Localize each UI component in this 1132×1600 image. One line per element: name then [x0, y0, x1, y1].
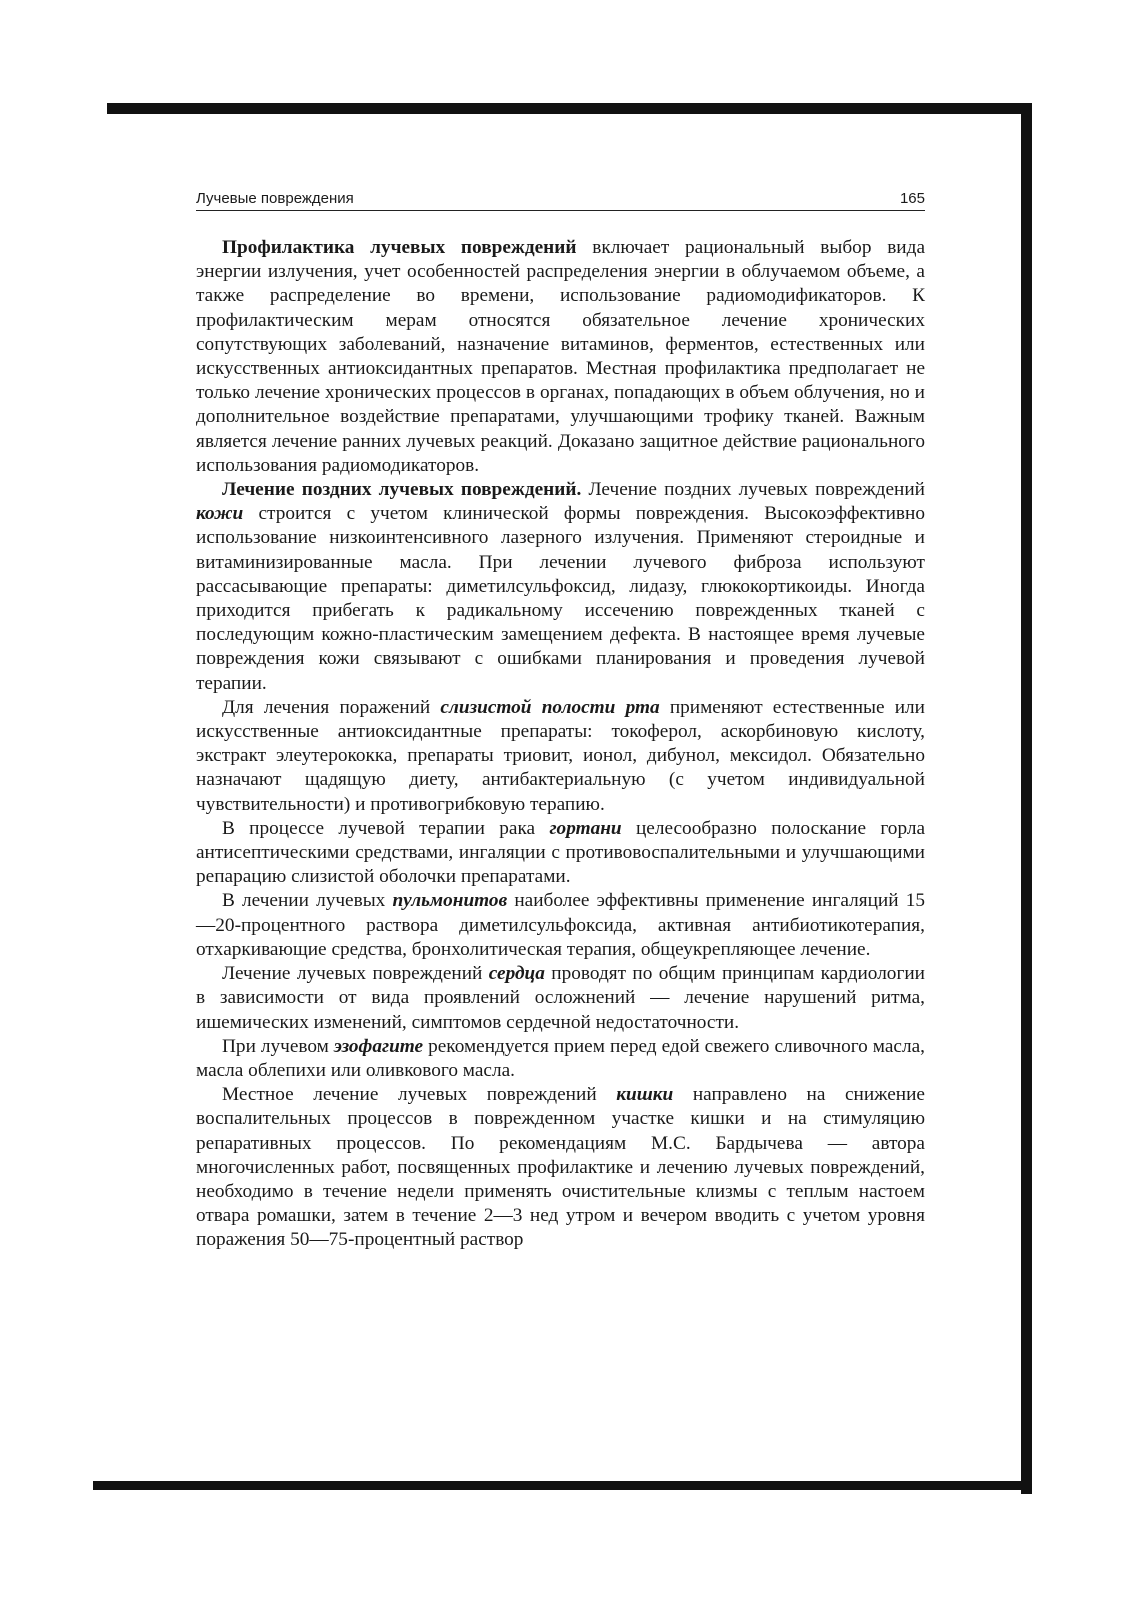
emphasis-term: сердца [488, 963, 545, 985]
emphasis-term: гортани [549, 817, 622, 839]
paragraph-text: Лечение поздних лучевых повреждений [581, 479, 925, 501]
paragraph-text: проводят по общим принципам кардиологии в зависимости от вида проявлений осложнений — лечение нарушений ритма, ишемических изменений, симптомов сердечной недостаточности. [196, 963, 925, 1033]
paragraph-intestine [196, 1083, 925, 1252]
paragraph-text: Местное лечение лучевых повреждений [222, 1084, 617, 1106]
paragraph-text: целесообразно полоскание горла антисептическими средствами, ингаляции с противовоспалительными и улучшающими репарацию слизистой оболочки препаратами. [196, 817, 926, 888]
page-number: 165 [899, 190, 925, 207]
paragraph-text: Лечение лучевых повреждений [222, 963, 489, 985]
paragraph-larynx [196, 817, 925, 890]
paragraph-pulmonitis [196, 889, 925, 962]
paragraph-oral-mucosa [196, 696, 925, 817]
paragraph-esophagitis [196, 1035, 925, 1083]
body-text [196, 236, 925, 1253]
paragraph-text: В лечении лучевых [222, 890, 393, 912]
paragraph-text: рекомендуется прием перед едой свежего сливочного масла, масла облепихи или оливкового масла. [196, 1035, 925, 1081]
emphasis-term: кожи [196, 503, 244, 525]
paragraph-lead: Лечение поздних лучевых повреждений. [222, 479, 582, 501]
running-title: Лучевые повреждения [196, 190, 354, 207]
paragraph-text: Для лечения поражений [222, 696, 441, 718]
emphasis-term: пульмонитов [392, 890, 508, 912]
paragraph-text: включает рациональный выбор вида энергии излучения, учет особенностей распределения энергии в облучаемом объеме, а также распределение во времени, использование радиомодификаторов. К профилактическим мерам относятся обязательное лечение хронических сопутствующих заболеваний, назначение витаминов, ферментов, естественных или искусственных антиоксидантных препаратов. Местная профилактика предполагает не только лечение хронических процессов в органах, попадающих в объем облучения, но и дополнительное воздействие препаратами, улучшающими трофику тканей. Важным является лечение ранних лучевых реакций. Доказано защитное действие рационального использования радиомодикаторов. [196, 237, 925, 476]
paragraph-text: направлено на снижение воспалительных процессов в поврежденном участке кишки и на стимуляцию репаративных процессов. По рекомендациям М.С. Бардычева — автора многочисленных работ, посвященных профилактике и лечению лучевых повреждений, необходимо в течение недели применять очистительные клизмы с теплым настоем отвара ромашки, затем в течение 2—3 нед утром и вечером вводить с учетом уровня поражения 50—75-процентный раствор [196, 1084, 925, 1251]
frame-rule-top [107, 103, 1032, 114]
emphasis-term: эзофагите [333, 1035, 424, 1057]
paragraph-text: применяют естественные или искусственные антиоксидантные препараты: токоферол, аскорбиновую кислоту, экстракт элеутерококка, препараты триовит, ионол, дибунол, мексидол. Обязательно назначают щадящую диету, антибактериальную (с учетом индивидуальной чувствительности) и противогрибковую терапию. [196, 696, 926, 815]
running-head [196, 190, 925, 211]
paragraph-text: наиболее эффективны применение ингаляций 15—20-процентного раствора диметилсульфоксида, активная антибиотикотерапия, отхаркивающие средства, бронхолитическая терапия, общеукрепляющее лечение. [196, 890, 925, 960]
frame-rule-right [1021, 114, 1032, 1494]
emphasis-term: слизистой полости рта [440, 696, 660, 718]
paragraph-text: При лучевом [222, 1035, 334, 1057]
paragraph-lead: Профилактика лучевых повреждений [222, 237, 577, 258]
paragraph-text: строится с учетом клинической формы повреждения. Высокоэффективно использование низкоинтенсивного лазерного излучения. Применяют стероидные и витаминизированные масла. При лечении лучевого фиброза используют рассасывающие препараты: диметилсульфоксид, лидазу, глюкокортикоиды. Иногда приходится прибегать к радикальному иссечению поврежденных тканей с последующим кожно-пластическим замещением дефекта. В настоящее время лучевые повреждения кожи связывают с ошибками планирования и проведения лучевой терапии. [196, 503, 925, 694]
paragraph-prophylaxis [196, 236, 925, 478]
paragraph-heart [196, 962, 925, 1035]
frame-rule-bottom [93, 1481, 1032, 1490]
emphasis-term: кишки [616, 1084, 674, 1106]
paragraph-late-injuries [196, 478, 925, 696]
paragraph-text: В процессе лучевой терапии рака [222, 817, 550, 839]
